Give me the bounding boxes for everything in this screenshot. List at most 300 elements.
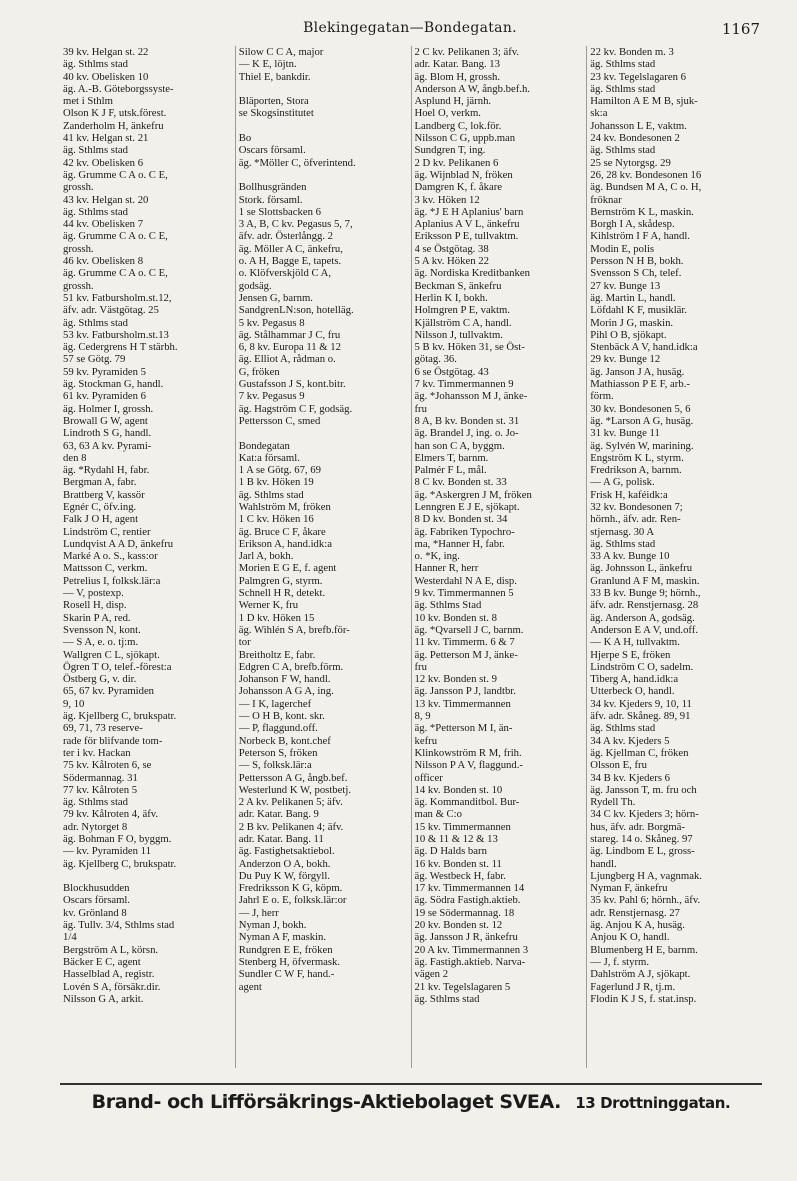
directory-line: handl.: [590, 857, 617, 870]
directory-line: o. A H, Bagge E, tapets.: [238, 255, 342, 268]
directory-line: 14 kv. Bonden st. 10: [414, 783, 503, 796]
directory-line: Breitholtz E, fabr.: [238, 648, 316, 661]
directory-line: Hasselblad A, registr.: [63, 968, 155, 981]
directory-line: äg. Grumme C A o. C E,: [63, 168, 168, 181]
directory-line: 34 B kv. Kjeders 6: [590, 771, 670, 784]
directory-line: 1/4: [63, 931, 77, 944]
directory-line: 5 B kv. Höken 31, se Öst-: [414, 341, 525, 354]
directory-line: hus, äfv. adr. Borgmä-: [590, 820, 685, 833]
directory-line: Gustafsson J S, kont.bitr.: [238, 378, 346, 391]
directory-line: äg. Grumme C A o. C E,: [63, 267, 168, 280]
directory-line: hörnh., äfv. adr. Ren-: [590, 513, 681, 526]
directory-line: 79 kv. Kålroten 4, äfv.: [63, 808, 159, 821]
directory-line: äg. Fastigh.aktieb. Narva-: [414, 955, 526, 968]
directory-line: 31 kv. Bunge 11: [590, 427, 660, 440]
directory-line: Herlin K I, bokh.: [414, 291, 488, 304]
directory-line: Sundler C W F, hand.-: [238, 968, 335, 981]
directory-line: Utterbeck O, handl.: [590, 685, 675, 698]
directory-line: Bergman A, fabr.: [63, 476, 137, 489]
directory-line: rade för blifvande tom-: [63, 734, 163, 747]
directory-line: 5 A kv. Höken 22: [414, 255, 489, 268]
directory-line: äfv. adr. Renstjernasg. 28: [590, 599, 699, 612]
directory-line: Peterson S, fröken: [238, 746, 318, 759]
directory-line: agent: [238, 980, 262, 993]
directory-line: 2 A kv. Pelikanen 5; äfv.: [238, 796, 343, 809]
directory-line: Jarl A, bokh.: [238, 550, 294, 563]
directory-line: 10 kv. Bonden st. 8: [414, 611, 497, 624]
directory-line: Bollhusgränden: [238, 181, 307, 194]
directory-line: — S A, e. o. tj:m.: [63, 636, 139, 649]
directory-line: 16 kv. Bonden st. 11: [414, 857, 502, 870]
directory-line: Klinkowström R M, frih.: [414, 746, 522, 759]
directory-line: Schnell H R, detekt.: [238, 587, 326, 600]
directory-line: Lovén S A, försäkr.dir.: [63, 980, 161, 993]
directory-line: fru: [414, 660, 427, 673]
directory-line: äg. Sthlms stad: [63, 205, 129, 218]
directory-line: äg. Sthlms stad: [590, 537, 656, 550]
directory-line: Marké A o. S., kass:or: [63, 550, 158, 563]
directory-line: 15 kv. Timmermannen: [414, 820, 511, 833]
directory-line: Palmgren G, styrm.: [238, 574, 323, 587]
directory-column-4: [586, 46, 762, 1068]
directory-line: äg. Sthlms stad: [590, 144, 656, 157]
directory-line: 9, 10: [63, 697, 85, 710]
directory-line: äg. *Petterson M I, än-: [414, 722, 513, 735]
directory-line: — S, folksk.lär:a: [238, 759, 312, 772]
directory-line: Ögren T O, telef.-förest:a: [63, 660, 172, 673]
advert-address: 13 Drottninggatan.: [575, 1094, 731, 1112]
directory-line: Oscars församl.: [63, 894, 131, 907]
directory-line: äg. Kjellberg C, brukspatr.: [63, 710, 177, 723]
directory-line: [63, 870, 232, 882]
directory-line: han son C A, byggm.: [414, 439, 505, 452]
directory-line: äg. Sthlms stad: [414, 992, 480, 1005]
directory-line: Erikson A, hand.idk:a: [238, 537, 332, 550]
directory-line: Johansson A G A, ing.: [238, 685, 334, 698]
directory-line: Wahlström M, fröken: [238, 500, 331, 513]
directory-line: äg. Holmer I, grossh.: [63, 402, 154, 415]
directory-line: adr. Katar. Bang. 11: [238, 833, 324, 845]
directory-line: Hjerpe S E, fröken: [590, 648, 671, 661]
directory-line: 26, 28 kv. Bondesonen 16: [590, 168, 702, 181]
directory-line: äg. *Qvarsell J C, barnm.: [414, 623, 524, 636]
directory-line: Eriksson P E, tullvaktm.: [414, 230, 519, 243]
directory-line: äg. *Rydahl H, fabr.: [63, 464, 150, 477]
directory-line: 6, 8 kv. Europa 11 & 12: [238, 341, 341, 354]
directory-line: äg. Kjellberg C, brukspatr.: [63, 857, 177, 870]
directory-line: Svensson N, kont.: [63, 623, 141, 636]
directory-line: 27 kv. Bunge 13: [590, 279, 661, 292]
directory-line: Johanson F W, handl.: [238, 673, 331, 686]
directory-line: den 8: [63, 451, 87, 464]
directory-line: Modin E, polis: [590, 242, 655, 255]
directory-line: äg. *Möller C, öfverintend.: [238, 156, 356, 169]
directory-line: SandgrenLN:son, hotelläg.: [238, 304, 354, 317]
directory-line: Hamilton A E M B, sjuk-: [590, 95, 698, 108]
directory-line: äg. *Askergren J M, fröken: [414, 488, 532, 501]
directory-line: 11 kv. Timmerm. 6 & 7: [414, 636, 515, 649]
directory-line: Landberg C, lok.för.: [414, 119, 502, 132]
directory-line: Hanner R, herr: [414, 562, 479, 575]
directory-line: 29 kv. Bunge 12: [590, 353, 661, 366]
directory-line: äg. Fastighetsaktiebol.: [238, 845, 335, 858]
directory-line: Browall G W, agent: [63, 414, 148, 427]
directory-line: Persson N H B, bokh.: [590, 255, 684, 268]
directory-line: äg. Anjou K A, husäg.: [590, 919, 685, 932]
directory-line: Nyman J, bokh.: [238, 919, 307, 932]
directory-line: grossh.: [63, 242, 94, 255]
directory-line: 1 se Slottsbacken 6: [238, 205, 321, 218]
directory-line: äg. *J E H Aplanius' barn: [414, 205, 524, 218]
directory-line: 20 kv. Bonden st. 12: [414, 919, 503, 932]
directory-line: grossh.: [63, 279, 94, 292]
directory-line: Lindström C, rentier: [63, 525, 151, 538]
directory-line: Fredriksson K G, köpm.: [238, 882, 343, 895]
directory-line: Anderson A W, ångb.bef.h.: [414, 82, 530, 95]
directory-line: 7 kv. Pegasus 9: [238, 390, 305, 403]
directory-line: 2 D kv. Pelikanen 6: [414, 156, 499, 169]
directory-line: 22 kv. Bonden m. 3: [590, 46, 674, 58]
directory-line: — J, f. styrm.: [590, 955, 650, 968]
directory-line: äg. D Halds barn: [414, 845, 487, 858]
directory-line: 19 se Södermannag. 18: [414, 906, 515, 919]
directory-line: Silow C C A, major: [238, 46, 324, 58]
directory-line: 63, 63 A kv. Pyrami-: [63, 439, 152, 452]
directory-line: Pettersson A G, ångb.bef.: [238, 771, 348, 784]
directory-line: 8 D kv. Bonden st. 34: [414, 513, 508, 526]
directory-line: — A G, polisk.: [590, 476, 655, 489]
directory-line: Nilsson P A V, flaggund.-: [414, 759, 523, 772]
directory-line: äg. Wihlén S A, brefb.för-: [238, 623, 350, 636]
directory-column-2: [235, 46, 411, 1068]
directory-line: äg. Janson J A, husäg.: [590, 365, 685, 378]
directory-line: 8 C kv. Bonden st. 33: [414, 476, 507, 489]
directory-line: — V, postexp.: [63, 587, 124, 600]
directory-line: äg. Bundsen M A, C o. H,: [590, 181, 702, 194]
directory-line: — J, herr: [238, 906, 279, 919]
directory-line: 10 & 11 & 12 & 13: [414, 833, 498, 845]
directory-line: officer: [414, 771, 443, 784]
directory-line: Östberg G, v. dir.: [63, 673, 137, 686]
directory-line: Fredrikson A, barnm.: [590, 464, 682, 477]
directory-line: Lindström C O, sadelm.: [590, 660, 694, 673]
directory-line: äg. Bruce C F, åkare: [238, 525, 326, 538]
directory-line: 9 kv. Timmermannen 5: [414, 587, 514, 600]
directory-line: Pihl O B, sjökapt.: [590, 328, 667, 341]
directory-line: — I K, lagerchef: [238, 697, 312, 710]
directory-line: Flodin K J S, f. stat.insp.: [590, 992, 697, 1005]
directory-line: 65, 67 kv. Pyramiden: [63, 685, 155, 698]
directory-line: man & C:o: [414, 808, 462, 821]
directory-line: äg. Jansson T, m. fru och: [590, 783, 697, 796]
directory-line: Holmgren P E, vaktm.: [414, 304, 510, 317]
directory-line: 3 kv. Höken 12: [414, 193, 480, 206]
directory-line: Damgren K, f. åkare: [414, 181, 503, 194]
directory-line: Bergström A L, körsn.: [63, 943, 159, 956]
directory-line: äg. Kommanditbol. Bur-: [414, 796, 520, 809]
directory-line: Pettersson C, smed: [238, 414, 321, 427]
directory-line: äg. Sthlms stad: [590, 82, 656, 95]
directory-line: äg. Fabriken Typochro-: [414, 525, 515, 538]
directory-line: [239, 169, 408, 181]
directory-line: äg. Cedergrens H T stärbh.: [63, 341, 178, 354]
directory-line: ter i kv. Hackan: [63, 746, 131, 759]
directory-columns: [60, 46, 762, 1068]
directory-line: fru: [414, 402, 427, 415]
directory-line: Petrelius I, folksk.lär:a: [63, 574, 161, 587]
directory-line: 1 A se Götg. 67, 69: [238, 464, 321, 477]
directory-line: Nyman A F, maskin.: [238, 931, 327, 944]
directory-line: — K A H, tullvaktm.: [590, 636, 680, 649]
directory-line: äg. Bohman F O, byggm.: [63, 833, 172, 845]
directory-line: Blumenberg H E, barnm.: [590, 943, 698, 956]
directory-line: Sundgren T, ing.: [414, 144, 486, 157]
directory-line: fröknar: [590, 193, 622, 206]
directory-line: äg. Sthlms stad: [590, 58, 656, 71]
directory-line: 59 kv. Pyramiden 5: [63, 365, 147, 378]
directory-line: 6 se Östgötag. 43: [414, 365, 489, 378]
directory-column-3: [411, 46, 587, 1068]
directory-line: Löfdahl K F, musiklär.: [590, 304, 688, 317]
directory-line: Falk J O H, agent: [63, 513, 139, 526]
directory-line: 12 kv. Bonden st. 9: [414, 673, 497, 686]
directory-line: Borgh I A, skådesp.: [590, 218, 675, 231]
directory-line: Svensson S Ch, telef.: [590, 267, 682, 280]
directory-line: 75 kv. Kålroten 6, se: [63, 759, 152, 772]
directory-line: grossh.: [63, 181, 94, 194]
directory-line: o. Klöfverskjöld C A,: [238, 267, 332, 280]
directory-line: Bäcker E C, agent: [63, 955, 141, 968]
directory-line: Lundqvist A A D, änkefru: [63, 537, 174, 550]
directory-line: Rydell Th.: [590, 796, 636, 809]
directory-line: 42 kv. Obelisken 6: [63, 156, 144, 169]
directory-line: Fagerlund J R, tj.m.: [590, 980, 676, 993]
directory-line: äg. Jansson P J, landtbr.: [414, 685, 516, 698]
directory-line: Lindroth S G, handl.: [63, 427, 152, 440]
directory-line: Lenngren E J E, sjökapt.: [414, 500, 520, 513]
directory-line: Stenbäck A V, hand.idk:a: [590, 341, 698, 354]
directory-line: Bläporten, Stora: [238, 95, 309, 108]
directory-line: äg. Lindbom E L, gross-: [590, 845, 695, 858]
directory-line: se Skogsinstitutet: [238, 107, 314, 120]
directory-line: adr. Katar. Bang. 9: [238, 808, 319, 821]
directory-line: äg. Jansson J R, änkefru: [414, 931, 518, 944]
directory-line: Hoel O, verkm.: [414, 107, 481, 120]
directory-line: Asplund H, järnh.: [414, 95, 492, 108]
directory-line: Edgren C A, brefb.förm.: [238, 660, 344, 673]
directory-line: 1 D kv. Höken 15: [238, 611, 315, 624]
directory-line: Mathiasson P E F, arb.-: [590, 378, 690, 391]
directory-line: äg. Hagström C F, godsäg.: [238, 402, 353, 415]
page-header: [60, 20, 760, 42]
directory-line: met i Sthlm: [63, 95, 113, 108]
directory-line: 33 A kv. Bunge 10: [590, 550, 670, 563]
directory-line: äg. *Larson A G, husäg.: [590, 414, 694, 427]
directory-line: 53 kv. Fatbursholm.st.13: [63, 328, 169, 341]
directory-line: Rosell H, disp.: [63, 599, 127, 612]
directory-line: 40 kv. Obelisken 10: [63, 70, 149, 83]
directory-line: Jahrl E o. E, folksk.lär:or: [238, 894, 347, 907]
directory-line: Zanderholm H, änkefru: [63, 119, 164, 132]
directory-line: 34 A kv. Kjeders 5: [590, 734, 670, 747]
page-title: Blekingegatan—Bondegatan.: [303, 20, 517, 36]
directory-line: Stork. församl.: [238, 193, 303, 206]
directory-line: Kjällström C A, handl.: [414, 316, 512, 329]
directory-line: 20 A kv. Timmermannen 3: [414, 943, 529, 956]
directory-line: Engström K L, styrm.: [590, 451, 684, 464]
directory-line: 32 kv. Bondesonen 7;: [590, 500, 683, 513]
directory-line: adr. Renstjernasg. 27: [590, 906, 680, 919]
directory-line: äg. *Johansson M J, änke-: [414, 390, 528, 403]
directory-line: äg. Kjellman C, fröken: [590, 746, 689, 759]
directory-line: förm.: [590, 390, 614, 403]
directory-line: äfv. adr. Skåneg. 89, 91: [590, 710, 691, 723]
directory-line: Frisk H, kaféidk:a: [590, 488, 668, 501]
directory-line: götag. 36.: [414, 353, 457, 366]
directory-line: 51 kv. Fatbursholm.st.12,: [63, 291, 172, 304]
directory-line: äg. Sthlms stad: [63, 316, 129, 329]
directory-line: sk:a: [590, 107, 608, 120]
directory-line: Olson K J F, utsk.förest.: [63, 107, 167, 120]
directory-line: 1 C kv. Höken 16: [238, 513, 314, 526]
directory-line: Morin J G, maskin.: [590, 316, 674, 329]
directory-line: 21 kv. Tegelslagaren 5: [414, 980, 511, 993]
directory-line: 1 B kv. Höken 19: [238, 476, 314, 489]
directory-line: äg. Grumme C A o. C E,: [63, 230, 168, 243]
directory-line: Wallgren C L, sjökapt.: [63, 648, 160, 661]
directory-line: Södermannag. 31: [63, 771, 138, 784]
directory-line: äg. Nordiska Kreditbanken: [414, 267, 530, 280]
directory-line: äg. A.-B. Göteborgssyste-: [63, 82, 174, 95]
directory-line: G, fröken: [238, 365, 280, 378]
directory-line: Kat:a församl.: [238, 451, 300, 464]
directory-line: adr. Katar. Bang. 13: [414, 58, 500, 71]
directory-line: 8 A, B kv. Bonden st. 31: [414, 414, 520, 427]
directory-line: Nilsson C G, uppb.man: [414, 132, 516, 145]
directory-line: Bernström K L, maskin.: [590, 205, 694, 218]
directory-line: adr. Nytorget 8: [63, 820, 128, 833]
directory-line: Aplanius A V L, änkefru: [414, 218, 520, 231]
directory-line: äg. Sthlms stad: [63, 796, 129, 809]
directory-line: Jensen G, barnm.: [238, 291, 313, 304]
directory-line: äg. Stålhammar J C, fru: [238, 328, 341, 341]
directory-line: 77 kv. Kålroten 5: [63, 783, 138, 796]
directory-line: äg. Sthlms stad: [590, 722, 656, 735]
directory-line: Rundgren E E, fröken: [238, 943, 333, 956]
directory-line: Dahlström A J, sjökapt.: [590, 968, 691, 981]
directory-line: äg. Sthlms stad: [238, 488, 304, 501]
directory-line: Du Puy K W, förgyll.: [238, 869, 330, 882]
directory-line: Bondegatan: [238, 439, 290, 452]
directory-line: 57 se Götg. 79: [63, 353, 126, 366]
directory-line: Westerlund K W, postbetj.: [238, 783, 351, 796]
directory-line: tor: [238, 636, 251, 649]
directory-line: — kv. Pyramiden 11: [63, 845, 151, 858]
directory-line: Johansson L E, vaktm.: [590, 119, 687, 132]
directory-line: 5 kv. Pegasus 8: [238, 316, 305, 329]
directory-line: Elmers T, barnm.: [414, 451, 489, 464]
directory-line: kv. Grönland 8: [63, 906, 127, 919]
directory-line: 35 kv. Pahl 6; hörnh., äfv.: [590, 894, 701, 907]
directory-line: Skarin P A, red.: [63, 611, 131, 624]
directory-line: 2 C kv. Pelikanen 3; äfv.: [414, 46, 520, 58]
directory-line: äg. Sthlms stad: [63, 144, 129, 157]
directory-line: äg. Anderson A, godsäg.: [590, 611, 695, 624]
directory-line: Blockhusudden: [63, 882, 130, 895]
directory-line: Egnér C, öfv.ing.: [63, 500, 137, 513]
directory-column-1: [60, 46, 235, 1068]
directory-line: stareg. 14 o. Skåneg. 97: [590, 833, 693, 845]
directory-line: Olsson E, fru: [590, 759, 647, 772]
directory-line: 30 kv. Bondesonen 5, 6: [590, 402, 691, 415]
advertisement-footer: [60, 1083, 762, 1123]
directory-line: Ljungberg H A, vagnmak.: [590, 869, 702, 882]
directory-line: vägen 2: [414, 968, 449, 981]
directory-line: — P, flaggund.off.: [238, 722, 318, 735]
directory-line: stjernasg. 30 A: [590, 525, 655, 538]
directory-line: Brattberg V, kassör: [63, 488, 145, 501]
directory-line: 46 kv. Obelisken 8: [63, 255, 144, 268]
directory-line: Nilsson G A, arkit.: [63, 992, 144, 1005]
directory-line: Kihlström I F A, handl.: [590, 230, 691, 243]
directory-line: 24 kv. Bondesonen 2: [590, 132, 680, 145]
advert-company: Brand- och Lifförsäkrings-Aktiebolaget SVEA.: [91, 1091, 561, 1113]
directory-line: äg. Sthlms Stad: [414, 599, 482, 612]
directory-line: äg. Petterson M J, änke-: [414, 648, 518, 661]
directory-line: 3 A, B, C kv. Pegasus 5, 7,: [238, 218, 353, 231]
directory-line: Thiel E, bankdir.: [238, 70, 311, 83]
directory-line: Bo: [238, 132, 252, 145]
directory-line: Morien E G E, f. agent: [238, 562, 337, 575]
directory-line: äg. Tullv. 3/4, Sthlms stad: [63, 919, 175, 932]
directory-line: 61 kv. Pyramiden 6: [63, 390, 147, 403]
directory-line: äg. Johnsson L, änkefru: [590, 562, 693, 575]
directory-line: Oscars församl.: [238, 144, 306, 157]
directory-line: [239, 427, 408, 439]
directory-line: 33 B kv. Bunge 9; hörnh.,: [590, 587, 701, 600]
directory-line: 2 B kv. Pelikanen 4; äfv.: [238, 820, 344, 833]
directory-line: — K E, löjtn.: [238, 58, 297, 71]
directory-line: äg. Stockman G, handl.: [63, 378, 164, 391]
directory-line: äg. Blom H, grossh.: [414, 70, 500, 83]
directory-line: 25 se Nytorgsg. 29: [590, 156, 671, 169]
directory-line: äg. Martin L, handl.: [590, 291, 676, 304]
directory-line: äg. Sthlms stad: [63, 58, 129, 71]
directory-line: Nyman F, änkefru: [590, 882, 668, 895]
directory-line: äg. Elliot A, rådman o.: [238, 353, 336, 366]
directory-line: 44 kv. Obelisken 7: [63, 218, 144, 231]
directory-line: äg. Brandel J, ing. o. Jo-: [414, 427, 519, 440]
directory-line: Tiberg A, hand.idk:a: [590, 673, 679, 686]
page-number: 1167: [721, 20, 760, 38]
directory-line: Anderson E A V, und.off.: [590, 623, 699, 636]
directory-line: [239, 120, 408, 132]
directory-line: godsäg.: [238, 279, 272, 292]
directory-line: 8, 9: [414, 710, 431, 723]
directory-line: äfv. adr. Västgötag. 25: [63, 304, 159, 317]
directory-line: 41 kv. Helgan st. 21: [63, 132, 149, 145]
directory-line: — O H B, kont. skr.: [238, 710, 325, 723]
directory-line: 4 se Östgötag. 38: [414, 242, 489, 255]
directory-line: Mattsson C, verkm.: [63, 562, 148, 575]
directory-line: äg. Sylvén W, marining.: [590, 439, 694, 452]
directory-line: Werner K, fru: [238, 599, 299, 612]
directory-line: 34 C kv. Kjeders 3; hörn-: [590, 808, 699, 821]
directory-line: Nilsson J, tullvaktm.: [414, 328, 503, 341]
directory-line: 17 kv. Timmermannen 14: [414, 882, 525, 895]
directory-line: [239, 83, 408, 95]
directory-line: Palmér F L, mål.: [414, 464, 487, 477]
